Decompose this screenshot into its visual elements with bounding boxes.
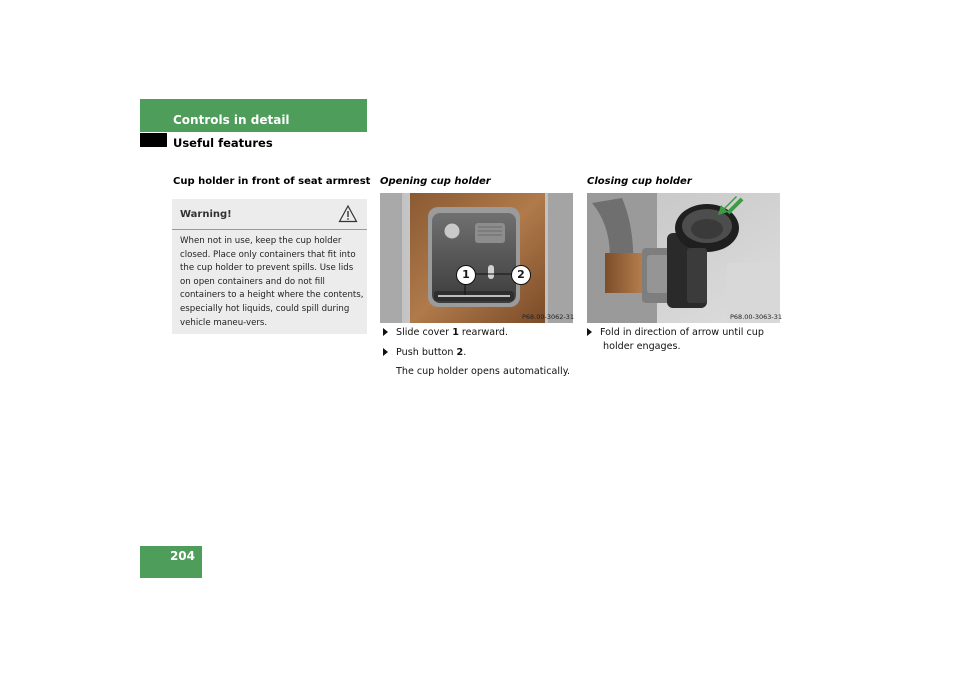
warning-divider (172, 229, 367, 230)
closing-step-1 (587, 326, 780, 340)
section-title: Controls in detail (173, 113, 290, 127)
step-text: Fold in direction of arrow until cup (600, 327, 764, 338)
callout-2: 2 (511, 265, 531, 285)
closing-cup-holder-photo (587, 193, 783, 323)
opening-image-code: P68.00-3062-31 (522, 313, 575, 321)
bullet-arrow-icon (383, 348, 388, 356)
warning-box (172, 199, 367, 334)
opening-heading: Opening cup holder (380, 176, 491, 187)
step-text: . (463, 347, 467, 358)
opening-step-2 (383, 346, 573, 360)
callout-1: 1 (456, 265, 476, 285)
closing-step-1-cont: holder engages. (603, 341, 681, 352)
warning-triangle-icon (338, 204, 358, 224)
step-text: Push button (396, 347, 457, 358)
opening-step-1 (383, 326, 573, 340)
warning-title: Warning! (180, 209, 232, 220)
closing-heading: Closing cup holder (587, 176, 692, 187)
step-item-number: 1 (452, 327, 459, 338)
page-number: 204 (169, 549, 195, 563)
step-text: rearward. (458, 327, 509, 338)
opening-result: The cup holder opens automatically. (396, 366, 571, 377)
cup-holder-heading: Cup holder in front of seat armrest (173, 176, 371, 187)
closing-image-code: P68.00-3063-31 (730, 313, 783, 321)
bullet-arrow-icon (383, 328, 388, 336)
subsection-title: Useful features (173, 136, 273, 150)
bullet-arrow-icon (587, 328, 592, 336)
step-text: Slide cover (396, 327, 453, 338)
step-item-number: 2 (456, 347, 464, 358)
opening-cup-holder-photo (380, 193, 573, 323)
subsection-marker (140, 133, 167, 147)
warning-text: When not in use, keep the cup holder closed. Place only containers that fit into the cup holder to prevent spills. Use lids on open containers and do not fill containers to a height where the contents, especially hot liquids, could spill during vehicle maneu-vers. (180, 236, 364, 328)
